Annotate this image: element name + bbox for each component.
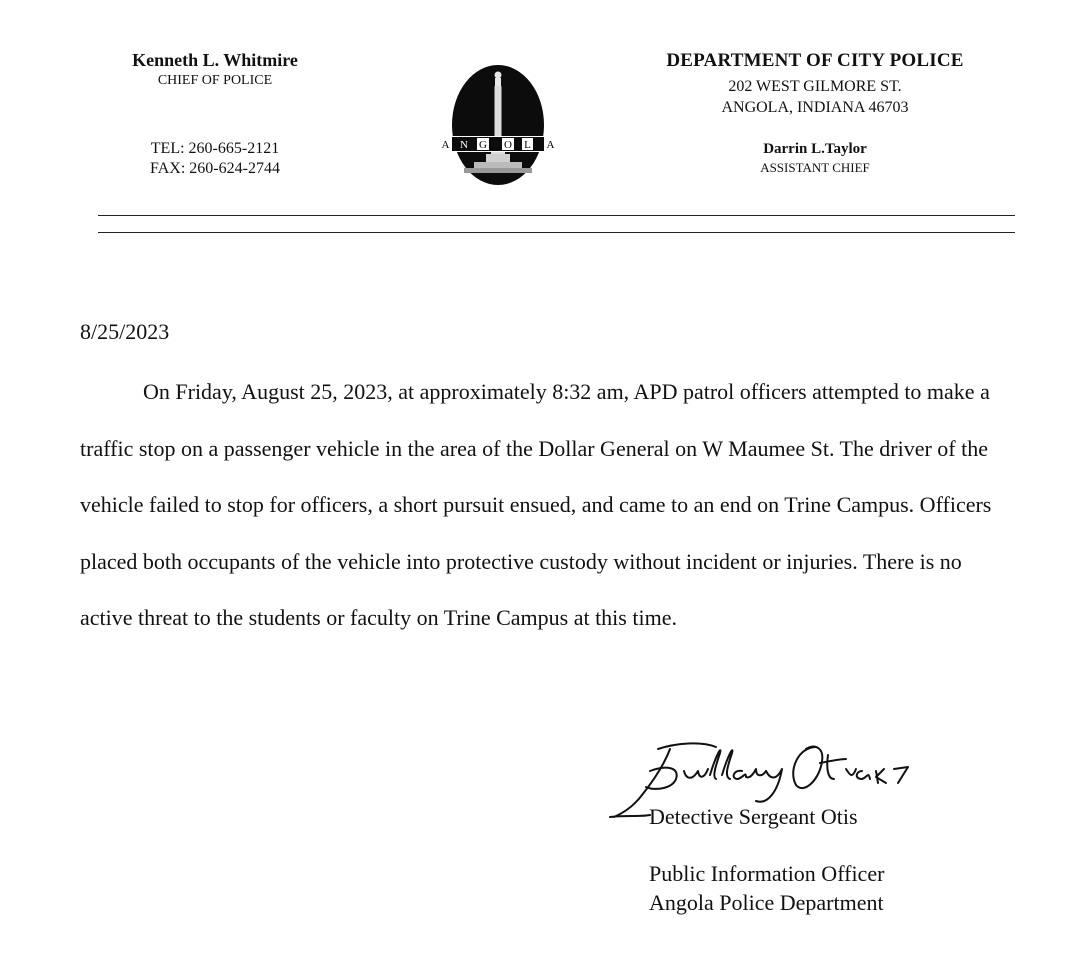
letter-paragraph: On Friday, August 25, 2023, at approximately 8:32 am, APD patrol officers attempted to make a traffic stop on a passenger vehicle in the area of the Dollar General on W Maumee St. The driver of the vehicle failed to stop for officers, a short pursuit ensued, and came to an end on Trine Campus. Officers placed both occupants of the vehicle into protective custody without incident or injuries. There is no active threat to the students or faculty on Trine Campus at this time.	[80, 379, 992, 631]
letter-body	[80, 364, 1000, 647]
fax: FAX: 260-624-2744	[150, 160, 280, 177]
assistant-chief-title: ASSISTANT CHIEF	[760, 160, 870, 175]
signatory-title: Public Information Officer	[649, 861, 885, 886]
address-line-2: ANGOLA, INDIANA 46703	[721, 99, 909, 116]
seal-letter: N	[460, 139, 468, 151]
seal-letter: A	[546, 139, 555, 151]
seal-letter: A	[441, 139, 450, 151]
seal-letter: G	[479, 139, 487, 151]
letter-date: 8/25/2023	[80, 319, 170, 344]
seal-letter: O	[504, 139, 512, 151]
address-line-1: 202 WEST GILMORE ST.	[728, 78, 902, 95]
department-name: DEPARTMENT OF CITY POLICE	[666, 50, 964, 71]
assistant-chief-name: Darrin L.Taylor	[763, 141, 867, 157]
city-seal-logo	[436, 60, 560, 190]
chief-title: CHIEF OF POLICE	[157, 73, 273, 88]
header-divider-top	[98, 215, 1015, 216]
telephone: TEL: 260-665-2121	[150, 140, 280, 157]
header-divider-bottom	[98, 232, 1015, 233]
signatory-name: Detective Sergeant Otis	[649, 804, 858, 829]
chief-name: Kenneth L. Whitmire	[132, 50, 298, 70]
signatory-department: Angola Police Department	[649, 890, 884, 915]
seal-letter: L	[524, 139, 531, 151]
